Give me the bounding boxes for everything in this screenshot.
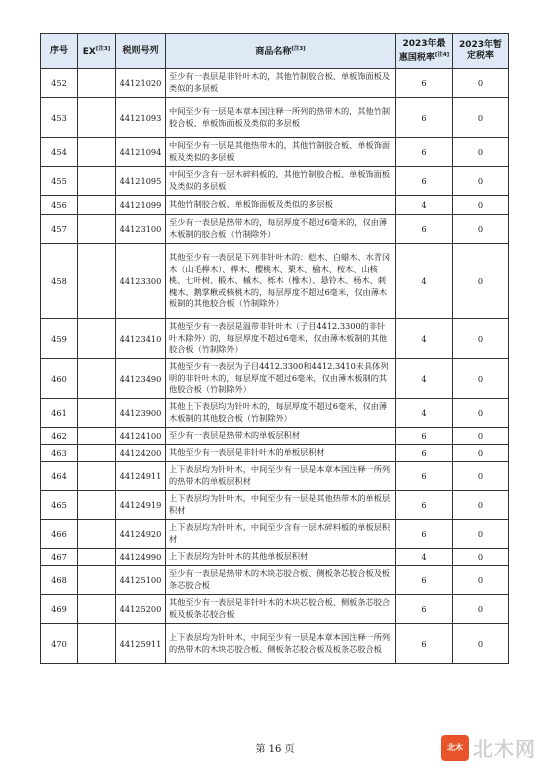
cell-description: 中间至少有一层是本章本国注释一所列的热带木的，其他竹制胶合板、单板饰面板及类似的多层板: [166, 98, 396, 138]
cell-mfn-rate: 6: [396, 624, 453, 664]
table-row: [41, 399, 509, 428]
cell-seq: 457: [41, 215, 78, 244]
cell-ex: [78, 566, 116, 595]
table-row: [41, 69, 509, 98]
cell-mfn-rate: 6: [396, 98, 453, 138]
cell-ex: [78, 69, 116, 98]
cell-ex: [78, 196, 116, 215]
cell-description: 其他至少有一表层是非针叶木的木块芯胶合板、侧板条芯胶合板及板条芯胶合板: [166, 595, 396, 624]
cell-interim-rate: 0: [453, 566, 509, 595]
cell-seq: 468: [41, 566, 78, 595]
header-seq: 序号: [41, 34, 78, 69]
cell-mfn-rate: 4: [396, 549, 453, 566]
cell-code: 44125100: [116, 566, 166, 595]
cell-code: 44124200: [116, 445, 166, 462]
table-row: [41, 196, 509, 215]
cell-seq: 456: [41, 196, 78, 215]
cell-interim-rate: 0: [453, 196, 509, 215]
cell-description: 上下表层均为针叶木的其他单板层积材: [166, 549, 396, 566]
cell-ex: [78, 399, 116, 428]
cell-description: 至少有一表层是非针叶木的，其他竹制胶合板、单板饰面板及类似的多层板: [166, 69, 396, 98]
table-body: [41, 69, 509, 664]
cell-code: 44124990: [116, 549, 166, 566]
table-row: [41, 98, 509, 138]
cell-ex: [78, 167, 116, 196]
table-row: [41, 445, 509, 462]
table-row: [41, 462, 509, 491]
cell-mfn-rate: 6: [396, 69, 453, 98]
cell-description: 其他至少有一表层是非针叶木的单板层积材: [166, 445, 396, 462]
watermark-logo-icon: 北木: [441, 735, 469, 761]
cell-ex: [78, 98, 116, 138]
cell-code: 44123100: [116, 215, 166, 244]
cell-seq: 467: [41, 549, 78, 566]
cell-seq: 466: [41, 520, 78, 549]
table-row: [41, 428, 509, 445]
cell-code: 44123900: [116, 399, 166, 428]
cell-interim-rate: 0: [453, 215, 509, 244]
cell-description: 中间至少有一层是其他热带木的，其他竹制胶合板、单板饰面板及类似的多层板: [166, 138, 396, 167]
cell-code: 44121020: [116, 69, 166, 98]
cell-code: 44123300: [116, 244, 166, 319]
cell-code: 44123410: [116, 319, 166, 359]
cell-interim-rate: 0: [453, 167, 509, 196]
cell-interim-rate: 0: [453, 549, 509, 566]
cell-description: 其他至少有一表层是温带非针叶木（子目4412.3300的非针叶木除外）的，每层厚度不超过6毫米，仅由薄木板制的其他胶合板（竹制除外）: [166, 319, 396, 359]
cell-mfn-rate: 4: [396, 244, 453, 319]
cell-mfn-rate: 6: [396, 595, 453, 624]
cell-mfn-rate: 4: [396, 359, 453, 399]
cell-mfn-rate: 6: [396, 167, 453, 196]
cell-description: 上下表层均为针叶木，中间至少有一层是本章本国注释一所列的热带木的单板层积材: [166, 462, 396, 491]
cell-ex: [78, 491, 116, 520]
cell-interim-rate: 0: [453, 359, 509, 399]
cell-ex: [78, 359, 116, 399]
cell-description: 其他上下表层均为针叶木的，每层厚度不超过6毫米，仅由薄木板制的其他胶合板（竹制除外）: [166, 399, 396, 428]
cell-interim-rate: 0: [453, 428, 509, 445]
cell-ex: [78, 595, 116, 624]
header-mfn-rate: 2023年最惠国税率[注4]: [396, 34, 453, 69]
cell-description: 上下表层均为针叶木，中间至少含有一层木碎料板的单板层积材: [166, 520, 396, 549]
table-row: [41, 549, 509, 566]
table-row: [41, 359, 509, 399]
cell-interim-rate: 0: [453, 244, 509, 319]
header-name: 商品名称[注3]: [166, 34, 396, 69]
cell-seq: 470: [41, 624, 78, 664]
cell-description: 上下表层均为针叶木，中间至少有一层是本章本国注释一所列的热带木的木块芯胶合板、侧板条芯胶合板及板条芯胶合板: [166, 624, 396, 664]
cell-code: 44124100: [116, 428, 166, 445]
cell-code: 44124919: [116, 491, 166, 520]
cell-ex: [78, 520, 116, 549]
cell-interim-rate: 0: [453, 69, 509, 98]
watermark: [441, 733, 536, 762]
table-row: [41, 319, 509, 359]
cell-code: 44121099: [116, 196, 166, 215]
cell-ex: [78, 624, 116, 664]
cell-seq: 462: [41, 428, 78, 445]
cell-interim-rate: 0: [453, 399, 509, 428]
table-row: [41, 215, 509, 244]
cell-mfn-rate: 6: [396, 445, 453, 462]
cell-interim-rate: 0: [453, 462, 509, 491]
cell-code: 44121095: [116, 167, 166, 196]
table-row: [41, 167, 509, 196]
table-row: [41, 624, 509, 664]
cell-description: 中间至少含有一层木碎料板的，其他竹制胶合板、单板饰面板及类似的多层板: [166, 167, 396, 196]
cell-code: 44124911: [116, 462, 166, 491]
cell-ex: [78, 138, 116, 167]
cell-description: 其他至少有一表层是下列非针叶木的：桤木、白蜡木、水青冈木（山毛榉木）、桦木、樱桃木、栗木、榆木、桉木、山核桃、七叶树、椴木、槭木、栎木（橡木）、悬铃木、杨木、刺槐木、鹅掌楸或核桃木的，每层厚度不超过6毫米，仅由薄木板制的其他胶合板（竹制除外）: [166, 244, 396, 319]
cell-interim-rate: 0: [453, 624, 509, 664]
cell-code: 44123490: [116, 359, 166, 399]
cell-ex: [78, 319, 116, 359]
table-row: [41, 595, 509, 624]
cell-ex: [78, 215, 116, 244]
cell-seq: 454: [41, 138, 78, 167]
cell-description: 上下表层均为针叶木，中间至少有一层是其他热带木的单板层积材: [166, 491, 396, 520]
cell-mfn-rate: 6: [396, 428, 453, 445]
cell-interim-rate: 0: [453, 445, 509, 462]
cell-ex: [78, 462, 116, 491]
cell-description: 其他至少有一表层为子目4412.3300和4412.3410未具体列明的非针叶木的，每层厚度不超过6毫米，仅由薄木板制的其他胶合板（竹制除外）: [166, 359, 396, 399]
cell-seq: 458: [41, 244, 78, 319]
cell-interim-rate: 0: [453, 319, 509, 359]
cell-interim-rate: 0: [453, 520, 509, 549]
cell-mfn-rate: 4: [396, 319, 453, 359]
cell-description: 其他竹制胶合板、单板饰面板及类似的多层板: [166, 196, 396, 215]
cell-seq: 464: [41, 462, 78, 491]
cell-ex: [78, 428, 116, 445]
watermark-text: 北木网: [473, 737, 536, 761]
cell-seq: 455: [41, 167, 78, 196]
header-interim-rate: 2023年暂定税率: [453, 34, 509, 69]
cell-interim-rate: 0: [453, 491, 509, 520]
cell-ex: [78, 549, 116, 566]
table-row: [41, 138, 509, 167]
table-header-row: [41, 34, 509, 69]
cell-code: 44125200: [116, 595, 166, 624]
cell-description: 至少有一表层是热带木的木块芯胶合板、侧板条芯胶合板及板条芯胶合板: [166, 566, 396, 595]
table-row: [41, 244, 509, 319]
cell-mfn-rate: 6: [396, 566, 453, 595]
cell-code: 44121094: [116, 138, 166, 167]
cell-seq: 459: [41, 319, 78, 359]
tariff-table: [40, 33, 509, 664]
cell-ex: [78, 244, 116, 319]
cell-mfn-rate: 4: [396, 196, 453, 215]
cell-seq: 452: [41, 69, 78, 98]
page-number: 第 16 页: [255, 744, 295, 755]
cell-ex: [78, 445, 116, 462]
cell-seq: 460: [41, 359, 78, 399]
cell-mfn-rate: 6: [396, 520, 453, 549]
cell-seq: 453: [41, 98, 78, 138]
cell-mfn-rate: 6: [396, 215, 453, 244]
table-row: [41, 520, 509, 549]
table-row: [41, 491, 509, 520]
cell-seq: 463: [41, 445, 78, 462]
cell-code: 44125911: [116, 624, 166, 664]
cell-code: 44124920: [116, 520, 166, 549]
cell-mfn-rate: 4: [396, 399, 453, 428]
cell-mfn-rate: 6: [396, 462, 453, 491]
cell-mfn-rate: 6: [396, 138, 453, 167]
table-row: [41, 566, 509, 595]
header-code: 税则号列: [116, 34, 166, 69]
header-ex: EX[注3]: [78, 34, 116, 69]
cell-interim-rate: 0: [453, 595, 509, 624]
cell-mfn-rate: 6: [396, 491, 453, 520]
cell-description: 至少有一表层是热带木的单板层积材: [166, 428, 396, 445]
cell-code: 44121093: [116, 98, 166, 138]
cell-description: 至少有一表层是热带木的，每层厚度不超过6毫米的，仅由薄木板制的胶合板（竹制除外）: [166, 215, 396, 244]
cell-seq: 465: [41, 491, 78, 520]
cell-interim-rate: 0: [453, 98, 509, 138]
cell-seq: 461: [41, 399, 78, 428]
cell-interim-rate: 0: [453, 138, 509, 167]
cell-seq: 469: [41, 595, 78, 624]
